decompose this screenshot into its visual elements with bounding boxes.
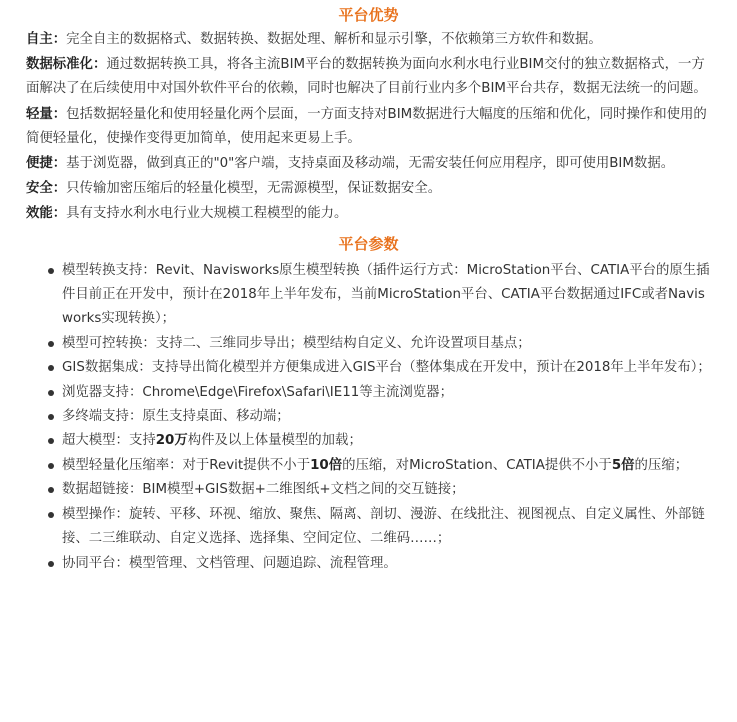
advantage-text: 基于浏览器，做到真正的"0"客户端，支持桌面及移动端，无需安装任何应用程序，即可使用BIM数据。 [66,156,675,172]
advantage-item-convenience [26,152,711,176]
advantage-text: 包括数据轻量化和使用轻量化两个层面，一方面支持对BIM数据进行大幅度的压缩和优化，同时操作和使用的简便轻量化，使操作变得更加简单，使用起来更易上手。 [26,106,707,146]
advantage-label: 安全： [26,181,67,197]
param-highlight: 20万 [155,433,188,449]
advantage-text: 通过数据转换工具，将各主流BIM平台的数据转换为面向水利水电行业BIM交付的独立数据格式，一方面解决了在后续使用中对国外软件平台的依赖，同时也解决了目前行业内多个BIM平台共存，数据无法统一的问题。 [26,57,707,97]
advantage-label: 自主： [26,32,67,47]
advantage-text: 只传输加密压缩后的轻量化模型，无需源模型，保证数据安全。 [66,181,442,197]
list-item: 模型转换支持：Revit、Navisworks原生模型转换（插件运行方式：MicroStation平台、CATIA平台的原生插件目前正在开发中，预计在2018年上半年发布，当前MicroStation平台、CATIA平台数据通过IFC或者Navisworks实现转换）； [48,259,711,332]
params-list [26,259,711,576]
advantage-item-lightweight [26,103,711,151]
list-item: 协同平台：模型管理、文档管理、问题追踪、流程管理。 [48,552,711,576]
advantage-item-efficiency [26,202,711,226]
list-item [48,429,711,453]
list-item: GIS数据集成：支持导出简化模型并方便集成进入GIS平台（整体集成在开发中，预计在2018年上半年发布）； [48,356,711,380]
advantage-label: 便捷： [26,156,67,172]
param-text: 构件及以上体量模型的加载； [187,433,362,449]
params-title: 平台参数 [338,234,399,253]
list-item [48,454,711,478]
param-text: 的压缩，对MicroStation、CATIA提供不小于 [342,457,612,473]
param-text: 的压缩； [634,457,689,473]
advantage-text: 具有支持水利水电行业大规模工程模型的能力。 [66,206,348,222]
param-highlight: 5倍 [611,457,635,473]
list-item: 模型操作：旋转、平移、环视、缩放、聚焦、隔离、剖切、漫游、在线批注、视图视点、自定义属性、外部链接、二三维联动、自定义选择、选择集、空间定位、二维码……； [48,503,711,552]
advantages-list [26,28,711,227]
param-highlight: 10倍 [310,457,343,473]
advantage-label: 轻量： [26,106,67,122]
advantage-label: 效能： [26,206,67,222]
list-item: 浏览器支持：Chrome\Edge\Firefox\Safari\IE11等主流浏览器； [48,381,711,405]
advantage-item-security [26,177,711,201]
advantage-item-autonomy [26,28,711,52]
advantage-text: 完全自主的数据格式、数据转换、数据处理、解析和显示引擎，不依赖第三方软件和数据。 [66,32,602,47]
advantages-title: 平台优势 [338,6,399,24]
advantage-item-standardization [26,53,711,101]
param-text: 模型轻量化压缩率：对于Revit提供不小于 [62,457,311,473]
advantage-label: 数据标准化： [26,57,107,73]
param-text: 超大模型：支持 [62,433,156,449]
list-item: 数据超链接：BIM模型+GIS数据+二维图纸+文档之间的交互链接； [48,478,711,502]
list-item: 多终端支持：原生支持桌面、移动端； [48,405,711,429]
list-item: 模型可控转换：支持二、三维同步导出；模型结构自定义、允许设置项目基点； [48,332,711,356]
